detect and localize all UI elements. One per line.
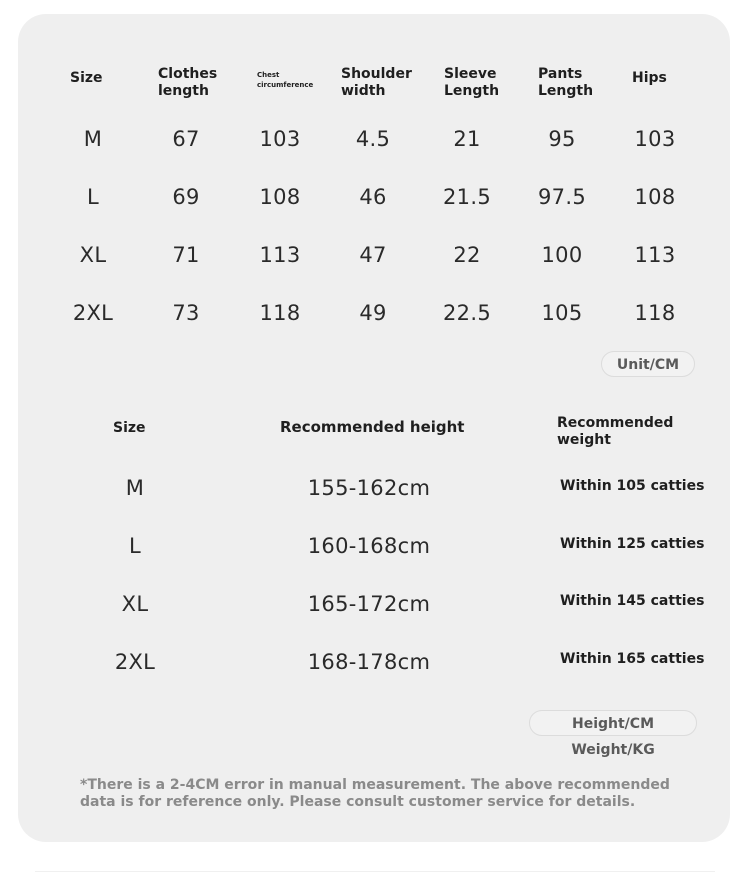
clothes-length-cell: 69	[172, 185, 200, 209]
rec-height-cell: 165-172cm	[307, 592, 431, 616]
pants-cell: 105	[541, 301, 583, 325]
header-size: Size	[70, 70, 103, 86]
rec-size-cell: XL	[121, 592, 149, 616]
header-pants-line1: Pants	[538, 66, 583, 82]
clothes-length-cell: 71	[172, 243, 200, 267]
size-cell: XL	[79, 243, 107, 267]
sleeve-cell: 21.5	[443, 185, 491, 209]
pants-cell: 95	[548, 127, 576, 151]
divider	[35, 871, 715, 872]
header-sleeve-line1: Sleeve	[444, 66, 497, 82]
chest-cell: 103	[259, 127, 301, 151]
header-pants-line2: Length	[538, 83, 594, 99]
rec-weight-cell: Within 125 catties	[560, 536, 705, 552]
header-shoulder-line1: Shoulder	[341, 66, 412, 82]
header-sleeve-length	[444, 66, 499, 100]
header-clothes-length-line2: length	[158, 83, 209, 99]
header-recommended-height: Recommended height	[280, 418, 465, 436]
header-chest-line1: Chest	[257, 71, 280, 79]
size-cell: M	[83, 127, 103, 151]
header-chest-line2: circumference	[257, 81, 314, 89]
clothes-length-cell: 67	[172, 127, 200, 151]
rec-height-cell: 155-162cm	[307, 476, 431, 500]
header-weight-line2: weight	[557, 432, 611, 448]
rec-weight-cell: Within 145 catties	[560, 593, 705, 609]
header-hips: Hips	[632, 70, 667, 86]
header-clothes-length	[158, 66, 217, 100]
unit-badge: Unit/CM	[601, 351, 695, 377]
chest-cell: 118	[259, 301, 301, 325]
pants-cell: 100	[541, 243, 583, 267]
header-sleeve-line2: Length	[444, 83, 500, 99]
rec-weight-cell: Within 105 catties	[560, 478, 705, 494]
rec-height-cell: 168-178cm	[307, 650, 431, 674]
shoulder-cell: 4.5	[355, 127, 391, 151]
shoulder-cell: 47	[359, 243, 387, 267]
hips-cell: 103	[634, 127, 676, 151]
header-weight-line1: Recommended	[557, 415, 674, 431]
rec-size-cell: M	[125, 476, 145, 500]
sleeve-cell: 21	[453, 127, 481, 151]
hips-cell: 113	[634, 243, 676, 267]
chest-cell: 108	[259, 185, 301, 209]
measurement-disclaimer: *There is a 2-4CM error in manual measurement. The above recommended data is for reference only. Please consult customer service for details.	[80, 777, 670, 810]
header-pants-length	[538, 66, 593, 100]
header-shoulder-width	[341, 66, 412, 100]
clothes-length-cell: 73	[172, 301, 200, 325]
pants-cell: 97.5	[538, 185, 586, 209]
shoulder-cell: 46	[359, 185, 387, 209]
header-chest-circumference	[257, 70, 313, 90]
header-recommended-weight	[557, 415, 673, 449]
rec-weight-cell: Within 165 catties	[560, 651, 705, 667]
chest-cell: 113	[259, 243, 301, 267]
header-shoulder-line2: width	[341, 83, 386, 99]
shoulder-cell: 49	[359, 301, 387, 325]
header-clothes-length-line1: Clothes	[158, 66, 218, 82]
rec-size-cell: L	[129, 534, 141, 558]
header-rec-size: Size	[113, 420, 146, 436]
size-cell: L	[87, 185, 99, 209]
hips-cell: 118	[634, 301, 676, 325]
rec-size-cell: 2XL	[114, 650, 156, 674]
sleeve-cell: 22	[453, 243, 481, 267]
sleeve-cell: 22.5	[443, 301, 491, 325]
size-cell: 2XL	[72, 301, 114, 325]
hips-cell: 108	[634, 185, 676, 209]
rec-height-cell: 160-168cm	[307, 534, 431, 558]
height-weight-unit-badge: Height/CM Weight/KG	[529, 710, 697, 736]
